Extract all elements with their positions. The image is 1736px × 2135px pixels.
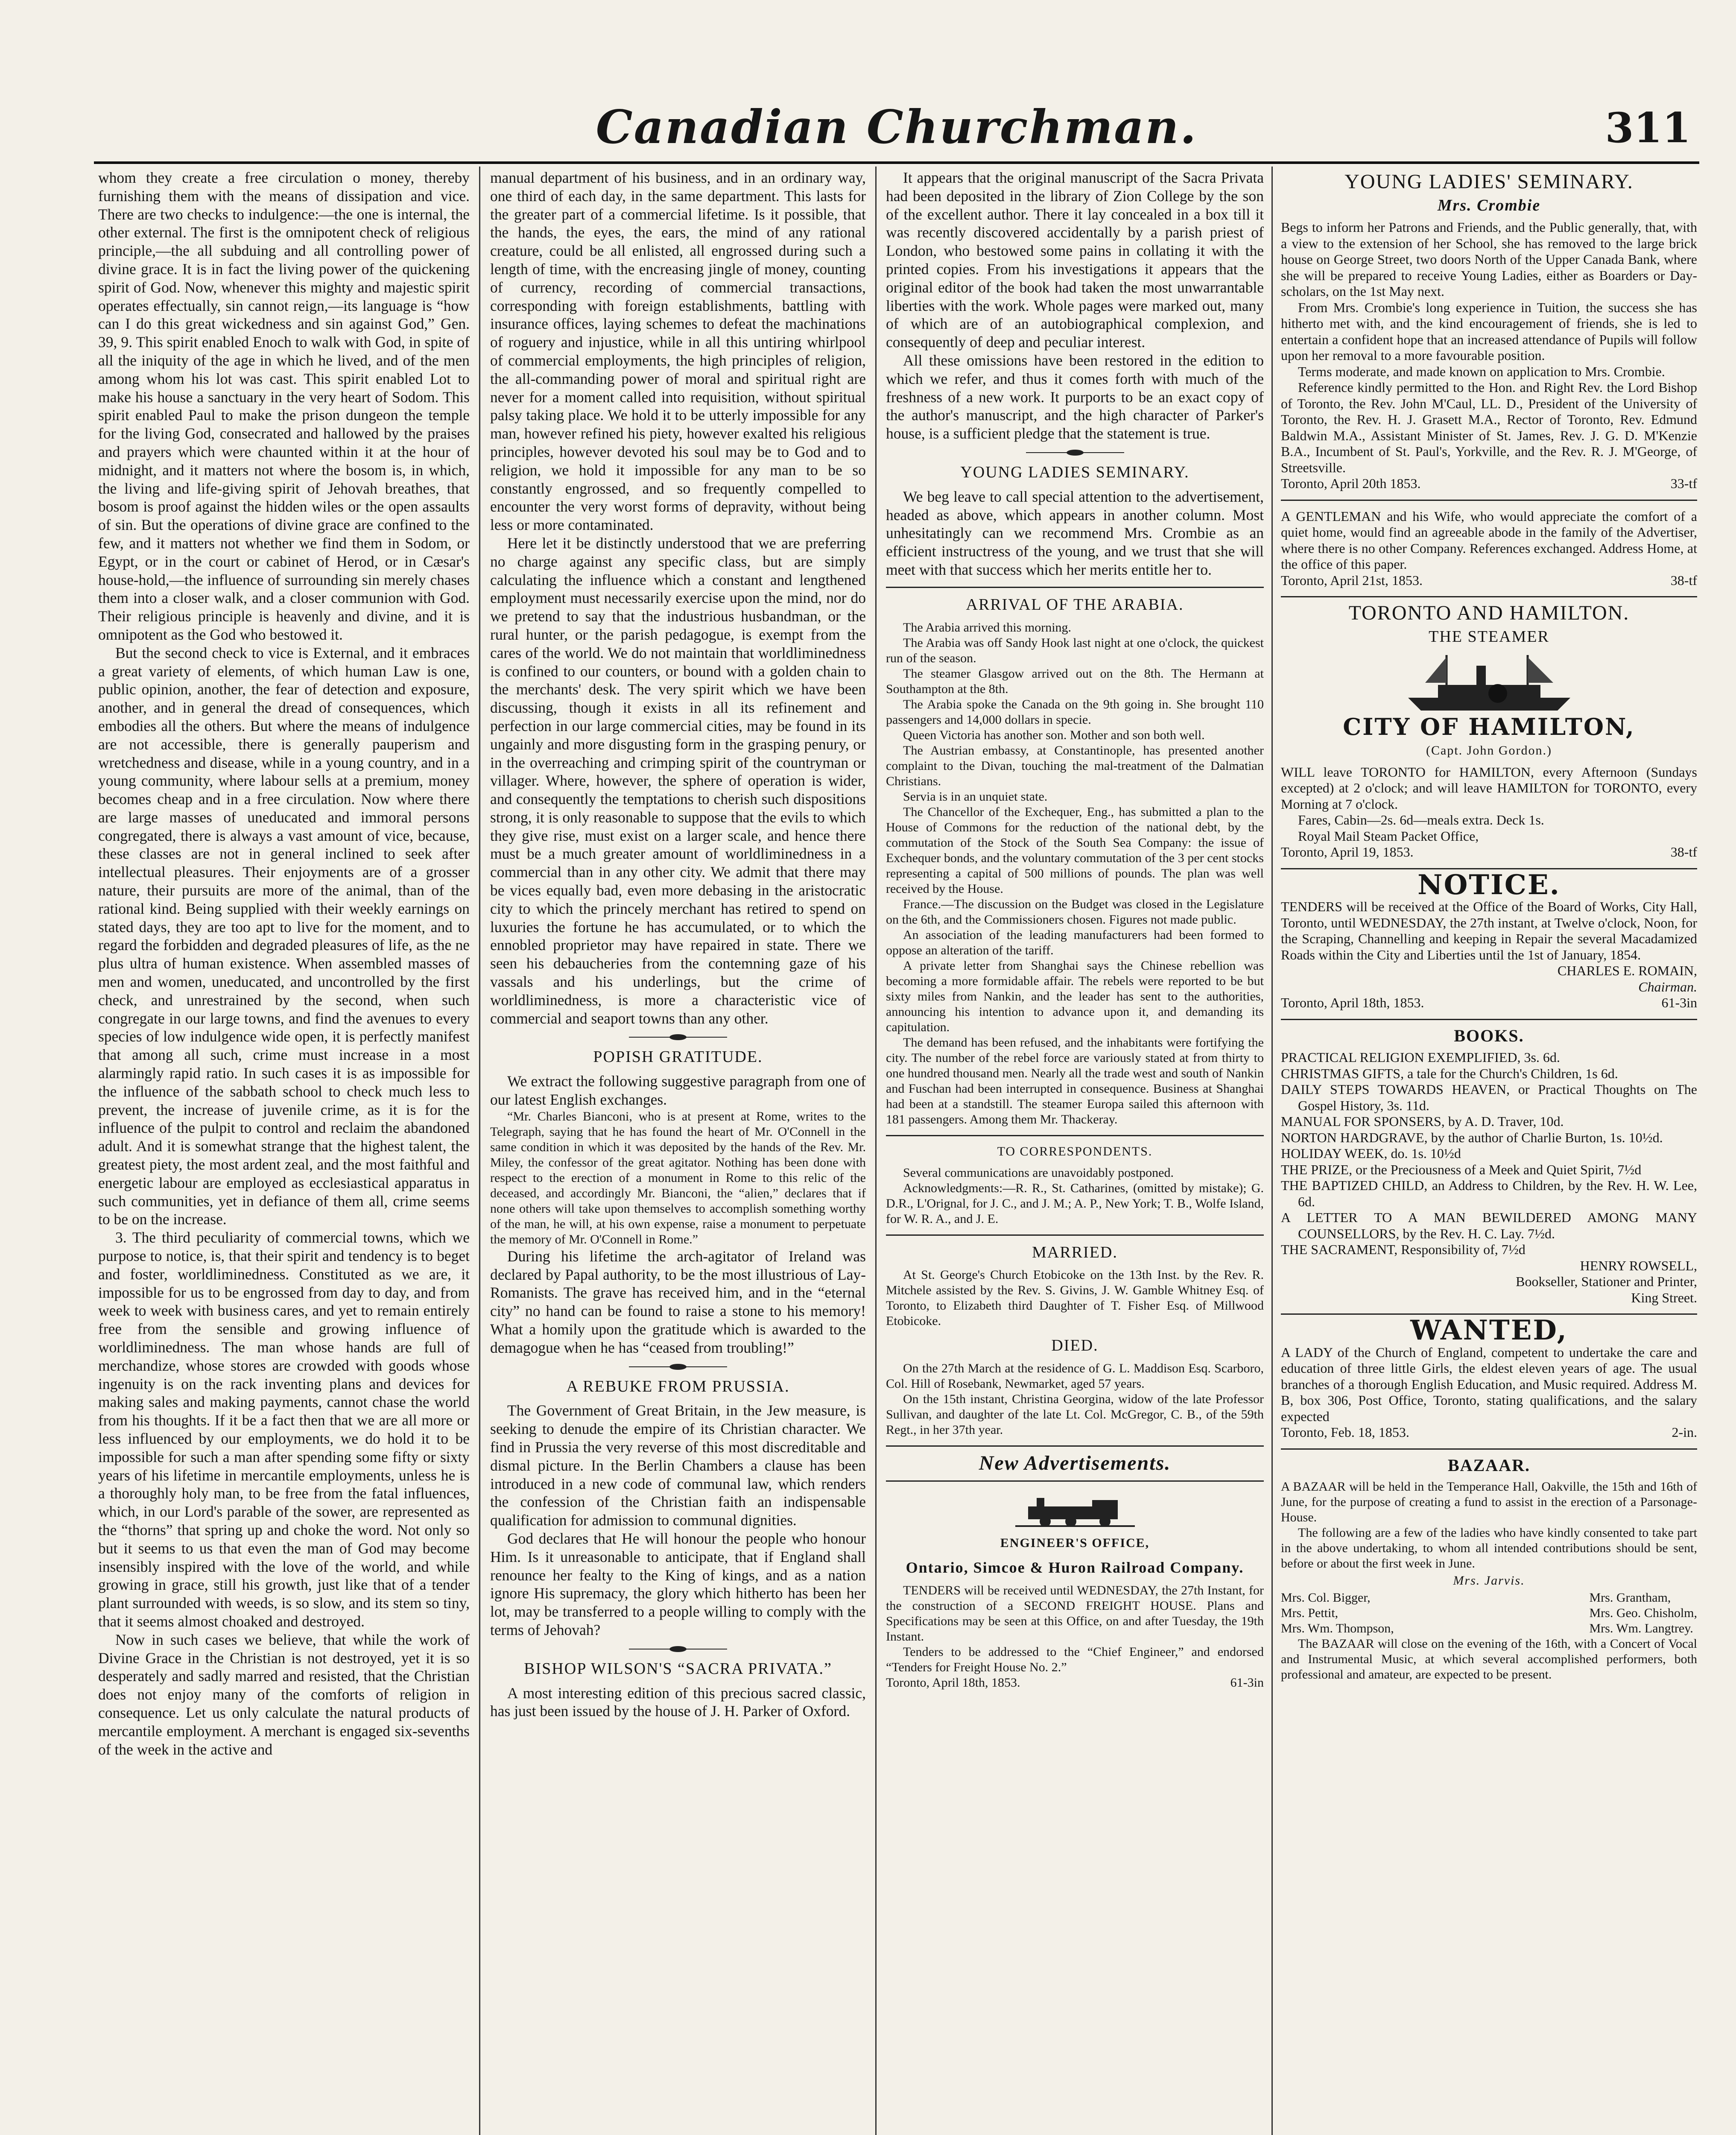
ladies-column <box>1281 1590 1394 1636</box>
book-item: A LETTER TO A MAN BEWILDERED AMONG MANY COUNSELLORS, by the Rev. H. C. Lay. 7½d. <box>1281 1210 1697 1241</box>
ad-subheading: Mrs. Crombie <box>1437 196 1541 214</box>
news-list <box>886 620 1264 1127</box>
section-heading: YOUNG LADIES SEMINARY. <box>960 463 1189 481</box>
section-rule <box>886 587 1264 588</box>
ad-date: Toronto, April 19, 1853. <box>1281 844 1414 860</box>
column-divider <box>1271 167 1273 2135</box>
news-item: France.—The discussion on the Budget was closed in the Legislature on the 6th, and the Commissioners chosen. Figures not made public. <box>886 897 1264 927</box>
news-item: The Austrian embassy, at Constantinople, has presented another complaint to the Divan, touching the mal-treatment of the Dalmatian Christians. <box>886 743 1264 788</box>
book-item: CHRISTMAS GIFTS, a tale for the Church's Children, 1s 6d. <box>1281 1065 1618 1081</box>
book-item: HOLIDAY WEEK, do. 1s. 10½d <box>1281 1146 1461 1161</box>
ad-paragraph: Royal Mail Steam Packet Office, <box>1298 828 1479 844</box>
article-paragraph: It appears that the original manuscript of the Sacra Privata had been deposited in the library of Zion College by the son of the excellent author. There it lay concealed in a box till it was recently discovered accidentally by a parish priest of London, who bestowed some pains in collating it with the printed copies. From his investigations it appears that the original editor of the book had taken the most unwarrantable liberties with the work. Whole pages were marked out, many of which are of an autobiographical complexion, and consequently of deep and peculiar interest. <box>886 169 1264 351</box>
column-divider <box>479 167 480 2135</box>
notice-paragraph: At St. George's Church Etobicoke on the 13th Inst. by the Rev. R. Mitchele assisted by the Rev. S. Givins, J. W. Gamble Whitney Esq. of Toronto, to Elizabeth third Daughter of T. Fisher Esq. of Millwood Etobicoke. <box>886 1268 1264 1328</box>
article-paragraph: Here let it be distinctly understood that we are preferring no charge against any specific class, but are simply calculating the influence which a constant and lengthened employment must necessarily exercise upon the mind, nor do we pretend to say that the industrious husbandman, or the rural hunter, or the parish pedagogue, is exempt from the cares of the world. We do not maintain that worldliminedness is confined to our counters, or bound with a golden chain to the merchants' desk. The very spirit which we have been discussing, though it exists in all its refinement and perfection in our large commercial cities, may be found in its ungainly and more disgusting form in the grasping penury, or in the overreaching and crimping spirit of the countryman or villager. Where, however, the sphere of operation is wider, and consequently the temptations to cherish such dispositions strong, it is only reasonable to suppose that the evils to which they give rise, must exist on a larger scale, and hence there must be a much greater amount of worldliminedness in a commercial than in any other city. We admit that there may be vices equally bad, even more debasing in the aristocratic city to which the princely merchant has retired to spend on luxuries the fortune he has accumulated, or to which the ennobled proprietor may have repaired in state. There we seen his debaucheries from the contemning gaze of his vassals and his underlings, but the crime of worldliminedness, is more a characteristic vice of commercial and seaport towns than any other. <box>490 534 866 1027</box>
book-item: THE PRIZE, or the Preciousness of a Meek and Quiet Spirit, 7½d <box>1281 1161 1642 1177</box>
books-list <box>1281 1050 1697 1258</box>
ad-paragraph: A BAZAAR will be held in the Temperance Hall, Oakville, the 15th and 16th of June, for the purpose of creating a fund to assist in the erection of a Parsonage-House. <box>1281 1480 1697 1524</box>
article-paragraph: 3. The third peculiarity of commercial towns, which we purpose to notice, is, that their spirit and tendency is to beget and foster, worldliminedness. Constituted as we are, it impossible for us to be engrossed from day to day, and from week to week with business cares, and yet to remain entirely free from the sensible and growing influence of worldliminedness. The man whose hands are full of merchandize, whose stores are crowded with goods whose ingenuity is on the rack inventing plans and devices for making sales and making payments, cannot chase the world from his thoughts. If it be a fact then that we are all more or less influenced by our employments, we do hold it to be impossible for such a man after spending some fifty or sixty years of his lifetime in mercantile employments, unless he is a thoroughly holy man, to be free from the fatal influences, which, in our Lord's parable of the sower, are represented as the “thorns” that spring up and choke the word. Not only so but it seems to us that even the man of God may become insensibly inspired with the love of the world, and while growing in grace, still his growth, just like that of a tender plant surrounded with weeds, is so slow, and its stem so tiny, that it seems almost choaked and destroyed. <box>98 1229 470 1630</box>
quoted-paragraph: “Mr. Charles Bianconi, who is at present at Rome, writes to the Telegraph, saying that he has found the heart of Mr. O'Connell in the same condition in which it was deposited by the hands of the Rev. Mr. Miley, the confessor of the great agitator. Nothing has been done with respect to the erection of a monument in Rome to this relic of the deceased, and accordingly Mr. Bianconi, the “alien,” declares that if none others will take upon themselves to accomplish something worthy of the man, he will, at his own expense, raise a monument to perpetuate the memory of Mr. O'Connell in Rome.” <box>490 1109 866 1246</box>
book-item: THE BAPTIZED CHILD, an Address to Children, by the Rev. H. W. Lee, 6d. <box>1281 1178 1697 1209</box>
ad-date-line <box>1281 1424 1697 1441</box>
column-3 <box>886 169 1264 2135</box>
signature: Bookseller, Stationer and Printer, <box>1516 1274 1697 1289</box>
masthead <box>94 96 1699 160</box>
ad-code: 2-in. <box>1672 1424 1697 1440</box>
article-paragraph: God declares that He will honour the people who honour Him. Is it unreasonable to anticipate, that if England shall renounce her fealty to the King of kings, and as a nation ignore His supremacy, the glory which hitherto has been her lot, may be transferred to a people willing to comply with the terms of Jehovah? <box>490 1530 866 1638</box>
section-rule <box>1281 1448 1697 1450</box>
section-heading: DIED. <box>1051 1337 1099 1355</box>
ad-heading: BOOKS. <box>1454 1026 1524 1045</box>
news-item: The steamer Glasgow arrived out on the 8th. The Hermann at Southampton at the 8th. <box>886 666 1264 696</box>
lady-name: Mrs. Col. Bigger, <box>1281 1591 1371 1605</box>
ad-paragraph: TENDERS will be received at the Office of the Board of Works, City Hall, Toronto, until WEDNESDAY, the 27th instant, at Twelve o'clock, Noon, for the Scraping, Channelling and keeping in Repair the several Macadamized Roads within the City and Liberties until the 1st of January, 1854. <box>1281 899 1697 962</box>
signature-title: Chairman. <box>1638 979 1697 994</box>
lady-name: Mrs. Pettit, <box>1281 1606 1339 1620</box>
ad-date: Toronto, April 20th 1853. <box>1281 476 1421 491</box>
ad-heading: NOTICE. <box>1417 869 1561 901</box>
lady-name: Mrs. Grantham, <box>1589 1591 1671 1605</box>
ad-paragraph: Tenders to be addressed to the “Chief Engineer,” and endorsed “Tenders for Freight House No. 2.” <box>886 1644 1264 1674</box>
ad-paragraph: Reference kindly permitted to the Hon. and Right Rev. the Lord Bishop of Toronto, the Rev. John M'Caul, LL. D., President of the University of Toronto, the Rev. H. J. Grasett M.A., Rector of Toronto, Rev. Edmund Baldwin M.A., Assistant Minister of St. James, Rev. J. G. D. M'Kenzie B.A., Incumbent of St. Paul's, Yorkville, and the Rev. R. J. M'George, of Streetsville. <box>1281 380 1697 475</box>
ladies-list <box>1281 1590 1697 1636</box>
ad-subheading: (Capt. John Gordon.) <box>1426 743 1552 757</box>
article-paragraph: whom they create a free circulation o money, thereby furnishing them with the means of dissipation and vice. There are two checks to indulgence:—the one is internal, the other external. The first is the omnipotent check of religious principle,—the all subduing and all controlling power of divine grace. It is in fact the living power of the quickening spirit of God. Now, whenever this mighty and majestic spirit operates effectually, sin cannot reign,—its language is “how can I do this great wickedness and sin against God,” Gen. 39, 9. This spirit enabled Enoch to walk with God, in spite of all the iniquity of the age in which he lived, and of the men among whom his lot was cast. This spirit enabled Lot to make his house a sanctuary in the very heart of Sodom. This spirit enabled Paul to make the prison dungeon the temple for the living God, consecrated and hallowed by the praises and prayers which were chaunted within it at the hour of midnight, and it matters not where the bosom is, in which, the living and life-giving spirit of Jehovah breathes, that bosom is proof against the hidden wiles or the open assaults of sin. But the operations of divine grace are confined to the few, and it matters not whether we find them in Sodom, or Egypt, or in the court or cabinet of Herod, or in Cæsar's house-hold,—the influence of surrounding sin merely chases them into a closer walk, and a closer communion with God. Their religious principle is heavenly and divine, and it is omnipotent as the God who bestowed it. <box>98 169 470 643</box>
article-paragraph: We beg leave to call special attention to the advertisement, headed as above, which appears in another column. Most unhesitatingly can we recommend Mrs. Crombie as an efficient instructress of the young, and we trust that she will meet with that success which her merits entitle her to. <box>886 488 1264 578</box>
ad-code: 61-3in <box>1230 1675 1264 1690</box>
article-paragraph: We extract the following suggestive paragraph from one of our latest English exchanges. <box>490 1073 866 1108</box>
news-item: The Arabia spoke the Canada on the 9th going in. She brought 110 passengers and 14,000 dollars in specie. <box>886 697 1264 727</box>
news-item: The demand has been refused, and the inhabitants were fortifying the city. The number of the rebel force are variously stated at from thirty to one hundred thousand men. Nearly all the trade west and south of Nankin and Fuschan had been interrupted in consequence. Business at Shanghai had been at a standstill. The steamer Europa sailed this afternoon with 181 passengers. Among them Mr. Thackeray. <box>886 1035 1264 1126</box>
section-heading: ARRIVAL OF THE ARABIA. <box>966 595 1184 614</box>
article-paragraph: But the second check to vice is External, and it embraces a great variety of elements, of which human Law is one, public opinion, another, the fear of detection and exposure, another, and in general the dread of consequences, which embodies all the others. But where the means of indulgence are not accessible, there is generally pauperism and wretchedness and disease, while in a young country, and in a young community, where labour sells at a premium, money becomes cheap and in a free circulation. Now where there are large masses of uneducated and immoral persons congregated, there is always a vast amount of vice, because, these classes are not in general inclined to seek after intellectual pleasures. Their enjoyments are of a grosser nature, their pursuits are more of the animal, than of the rational kind. Being supplied with their weekly earnings on stated days, they are too apt to live for the moment, and to regard the forbidden and degraded pleasures of life, as the ne plus ultra of human existence. When assembled masses of men and women, uneducated, and uncontrolled by the first check, and unrestrained by the second, when such congregate in our large towns, and find the avenues to every species of low indulgence wide open, it is perfectly manifest that among all such, crime must increase in a most alarmingly rapid ratio. In such cases it is as impossible for the influence of the sabbath school to check much less to prevent, the increase of juvenile crime, as it is for the influence of the pulpit to control and reclaim the abandoned adult. And it is somewhat strange that the highest talent, the greatest piety, the most ardent zeal, and the most faithful and energetic labour are employed as ecclesiastical apparatus in such communities, yet in defiance of them all, crime seems to be on the increase. <box>98 644 470 1228</box>
signature: HENRY ROWSELL, <box>1580 1258 1697 1273</box>
column-divider <box>875 167 877 2135</box>
ad-date-line <box>1281 573 1697 589</box>
ad-paragraph: Fares, Cabin—2s. 6d—meals extra. Deck 1s. <box>1298 812 1544 828</box>
ad-heading: BAZAAR. <box>1448 1455 1530 1475</box>
ad-paragraph: Terms moderate, and made known on application to Mrs. Crombie. <box>1298 363 1665 379</box>
article-paragraph: Now in such cases we believe, that while the work of Divine Grace in the Christian is not destroyed, yet it is so desperately and sadly marred and resisted, that the Christian does not enjoy many of the comforts of religion in consequence. Let us only calculate the natural products of mercantile employment. A merchant is engaged six-sevenths of the week in the active and <box>98 1631 470 1758</box>
section-ornament <box>629 1646 727 1652</box>
news-item: The Arabia arrived this morning. <box>903 620 1072 635</box>
section-heading: POPISH GRATITUDE. <box>593 1048 763 1066</box>
ad-heading: YOUNG LADIES' SEMINARY. <box>1344 170 1634 193</box>
ad-heading: ENGINEER'S OFFICE, <box>1000 1535 1150 1550</box>
notice-paragraph: On the 27th March at the residence of G. L. Maddison Esq. Scarboro, Col. Hill of Rosebank, Newmarket, aged 57 years. <box>886 1361 1264 1391</box>
news-item: The Arabia was off Sandy Hook last night at one o'clock, the quickest run of the season. <box>886 635 1264 665</box>
section-rule <box>886 1445 1264 1447</box>
locomotive-icon <box>1011 1489 1139 1528</box>
news-item: Queen Victoria has another son. Mother and son both well. <box>903 728 1205 742</box>
news-item: An association of the leading manufacturers had been formed to oppose an alteration of the tariff. <box>886 927 1264 957</box>
ladies-column <box>1589 1590 1697 1636</box>
ad-heading: CITY OF HAMILTON, <box>1343 713 1635 740</box>
ad-paragraph: TENDERS will be received until WEDNESDAY, the 27th Instant, for the construction of a SECOND FREIGHT HOUSE. Plans and Specifications may be seen at this Office, on and after Tuesday, the 19th Instant. <box>886 1583 1264 1644</box>
ad-date-line <box>1281 476 1697 492</box>
article-paragraph: All these omissions have been restored in the edition to which we refer, and thus it comes forth with much of the freshness of a new work. It purports to be an exact copy of the author's manuscript, and the high character of Parker's house, is a sufficient pledge that the statement is true. <box>886 351 1264 442</box>
section-rule <box>1281 500 1697 501</box>
signature: King Street. <box>1631 1290 1697 1305</box>
section-rule <box>1281 596 1697 597</box>
notice-paragraph: On the 15th instant, Christina Georgina, widow of the late Professor Sullivan, and daughter of the late Lt. Col. McGregor, C. B., of the 59th Regt., in her 37th year. <box>886 1392 1264 1437</box>
ad-date-line <box>886 1675 1264 1690</box>
section-rule <box>1281 1019 1697 1020</box>
section-rule <box>886 1234 1264 1236</box>
section-ornament <box>629 1034 727 1040</box>
news-item: A private letter from Shanghai says the Chinese rebellion was becoming a more formidable affair. The rebels were reported to be but sixty miles from Nankin, and the leader has sent to the authorities, announcing his intention to advance upon it, and demanding its capitulation. <box>886 958 1264 1034</box>
ad-heading: WANTED, <box>1410 1314 1568 1346</box>
news-item: Servia is in an unquiet state. <box>903 789 1048 804</box>
ad-heading: TORONTO AND HAMILTON. <box>1348 602 1630 624</box>
ad-paragraph: The following are a few of the ladies who have kindly consented to take part in the above undertaking, to whom all intended contributions should be sent, before or about the first week in June. <box>1281 1526 1697 1571</box>
ad-paragraph: A GENTLEMAN and his Wife, who would appreciate the comfort of a quiet home, would find an agreeable abode in the family of the Advertiser, where there is no other Company. References exchanged. Address Home, at the office of this paper. <box>1281 508 1697 572</box>
news-item: The Chancellor of the Exchequer, Eng., has submitted a plan to the House of Commons for the reduction of the national debt, by the commutation of the Stock of the South Sea Company: the issue of Exchequer bonds, and the voluntary commutation of the 3 per cent stocks representing a capital of 500 millions of pounds. The plan was well received by the House. <box>886 804 1264 896</box>
newspaper-title: Canadian Churchman. <box>596 100 1198 154</box>
ad-date: Toronto, April 21st, 1853. <box>1281 572 1423 588</box>
section-heading: BISHOP WILSON'S “SACRA PRIVATA.” <box>524 1659 832 1678</box>
ad-heading: Ontario, Simcoe & Huron Railroad Company. <box>906 1559 1244 1576</box>
ad-date-line <box>1281 995 1697 1011</box>
ad-paragraph: From Mrs. Crombie's long experience in Tuition, the success she has hitherto met with, and the kind encouragement of friends, she is led to entertain a confident hope that an increased attendance of Pupils will follow upon her removal to a more favourable position. <box>1281 299 1697 363</box>
notice-paragraph: Several communications are unavoidably postponed. <box>903 1165 1174 1180</box>
section-heading: TO CORRESPONDENTS. <box>997 1144 1153 1158</box>
notice-paragraph: Acknowledgments:—R. R., St. Catharines, (omitted by mistake); G. D.R., L'Orignal, for J. C., and J. M.; A. P., New York; T. B., Wolfe Island, for W. R. A., and J. E. <box>886 1181 1264 1226</box>
article-paragraph: manual department of his business, and in an ordinary way, one third of each day, in the same department. This lasts for the greater part of a commercial lifetime. Is it possible, that the hands, the eyes, the ears, the mind of any rational creature, could be all enlisted, all engrossed during such a length of time, with the encreasing jingle of money, counting of currency, recording of commercial transactions, corresponding with foreign establishments, battling with insurance offices, laying schemes to defeat the machinations of roguery and injustice, while in all this untiring whirlpool of commercial employments, the high principles of religion, the all-commanding power of moral and spiritual right are never for a moment called into requisition, without spiritual palsy taking place. We hold it to be utterly impossible for any man, however refined his piety, however exalted his religious principles, however devoted his soul may be to God and to religion, we hold it impossible for any man to be so constantly engrossed, and so frequently compelled to encounter the very worst forms of depravity, without being less or more contaminated. <box>490 169 866 534</box>
lady-name: Mrs. Wm. Langtrey. <box>1589 1621 1693 1635</box>
ad-code: 61-3in <box>1661 995 1697 1010</box>
book-item: DAILY STEPS TOWARDS HEAVEN, or Practical Thoughts on The Gospel History, 3s. 11d. <box>1281 1082 1697 1113</box>
ad-paragraph: WILL leave TORONTO for HAMILTON, every Afternoon (Sundays excepted) at 2 o'clock; and will leave HAMILTON for TORONTO, every Morning at 7 o'clock. <box>1281 764 1697 812</box>
article-paragraph: During his lifetime the arch-agitator of Ireland was declared by Papal authority, to be the most illustrious of Lay-Romanists. The grave has received him, and in the “eternal city” no hand can be found to raise a stone to his memory! What a homily upon the gratitude which is awarded to the demagogue when he has “ceased from troubling!” <box>490 1247 866 1356</box>
lady-name: Mrs. Wm. Thompson, <box>1281 1621 1394 1635</box>
book-item: MANUAL FOR SPONSERS, by A. D. Traver, 10d. <box>1281 1114 1564 1129</box>
column-4 <box>1281 169 1697 2135</box>
masthead-rule <box>94 161 1699 164</box>
ad-date: Toronto, Feb. 18, 1853. <box>1281 1424 1409 1440</box>
ad-paragraph: Begs to inform her Patrons and Friends, and the Public generally, that, with a view to the extension of her School, she has removed to the large brick house on George Street, two doors North of the Upper Canada Bank, where she will be prepared to receive Young Ladies, either as Boarders or Day-scholars, on the 1st May next. <box>1281 219 1697 299</box>
section-rule <box>886 1135 1264 1136</box>
signature: CHARLES E. ROMAIN, <box>1557 963 1697 978</box>
ad-date: Toronto, April 18th, 1853. <box>1281 995 1424 1010</box>
section-heading: MARRIED. <box>1032 1243 1118 1261</box>
section-ornament <box>629 1364 727 1370</box>
ad-subheading: THE STEAMER <box>1429 627 1549 646</box>
section-rule <box>886 1480 1264 1482</box>
section-heading: A REBUKE FROM PRUSSIA. <box>566 1377 790 1395</box>
ad-date: Toronto, April 18th, 1853. <box>886 1675 1020 1690</box>
ad-paragraph: The BAZAAR will close on the evening of the 16th, with a Concert of Vocal and Instrumental Music, at which several accomplished performers, both professional and amateur, are expected to be present. <box>1281 1637 1697 1682</box>
ad-date-line <box>1281 844 1697 860</box>
section-ornament <box>1026 450 1124 456</box>
ad-code: 38-tf <box>1670 572 1697 588</box>
book-item: THE SACRAMENT, Responsibility of, 7½d <box>1281 1242 1526 1257</box>
book-item: PRACTICAL RELIGION EXEMPLIFIED, 3s. 6d. <box>1281 1050 1560 1065</box>
book-item: NORTON HARDGRAVE, by the author of Charlie Burton, 1s. 10½d. <box>1281 1129 1663 1145</box>
ad-code: 38-tf <box>1670 844 1697 860</box>
ad-code: 33-tf <box>1670 476 1697 491</box>
ad-paragraph: A LADY of the Church of England, competent to undertake the care and education of three little Girls, the eldest eleven years of age. The usual branches of a thorough English Education, and Music required. Address M. B, box 306, Post Office, Toronto, stating qualifications, and the salary expected <box>1281 1344 1697 1424</box>
article-paragraph: A most interesting edition of this precious sacred classic, has just been issued by the house of J. H. Parker of Oxford. <box>490 1684 866 1720</box>
column-2 <box>490 169 866 2135</box>
section-heading: New Advertisements. <box>979 1452 1171 1475</box>
ladies-name: Mrs. Jarvis. <box>1453 1573 1525 1588</box>
page-number: 311 <box>1605 104 1691 152</box>
article-paragraph: The Government of Great Britain, in the Jew measure, is seeking to denude the empire of its Christian character. We find in Prussia the very reverse of this most discreditable and dismal picture. In the Berlin Chambers a clause has been introduced in a new code of communal law, which renders the confession of the Christian faith an indispensable qualification for admission to communal dignities. <box>490 1402 866 1529</box>
lady-name: Mrs. Geo. Chisholm, <box>1589 1606 1697 1620</box>
steamer-icon <box>1400 651 1579 715</box>
column-1 <box>98 169 470 2135</box>
